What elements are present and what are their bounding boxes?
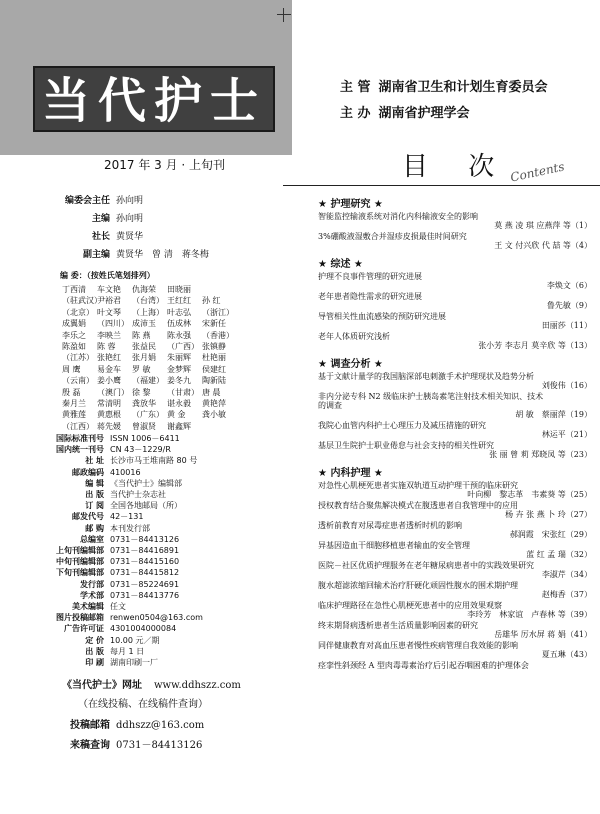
publication-row xyxy=(40,623,203,634)
publication-row xyxy=(40,545,203,556)
member-name: （广西） xyxy=(167,342,199,352)
supervisor-line xyxy=(340,76,548,95)
toc-article-title[interactable]: 基于文献计量学的我国脑深部电刺激手术护理现状及趋势分析 xyxy=(318,372,534,381)
member-name: 成沛玉 xyxy=(132,319,156,329)
member-row xyxy=(62,387,237,398)
member-row xyxy=(62,352,237,363)
member-row xyxy=(62,330,237,341)
toc-article-authors: 杨 卉 张 燕 卜 玲（27） xyxy=(505,510,592,519)
toc-article-authors: 岳雄华 厉水屏 蒋 娟（41） xyxy=(494,630,592,639)
toc-article-title[interactable]: 授权教育结合聚焦解决模式在腹透患者自我管理中的应用 xyxy=(318,501,518,510)
member-name: （福建） xyxy=(132,376,164,386)
toc-article-title[interactable]: 临床护理路径在急性心肌梗死患者中的应用效果观察 xyxy=(318,601,502,610)
journal-title: 当代护士 xyxy=(41,73,266,129)
members-heading: 编 委：（按姓氏笔划排列） xyxy=(60,271,155,280)
publication-value: 当代护士杂志社 xyxy=(110,490,166,500)
toc-article-title[interactable]: 智能监控输液系统对消化内科输液安全的影响 xyxy=(318,212,478,221)
publication-value: 《当代护士》编辑部 xyxy=(110,478,182,488)
member-name: （上海） xyxy=(132,307,164,317)
toc-article-authors: 赵梅香（37） xyxy=(541,590,592,599)
toc-section-heading: ★ 综述 ★ xyxy=(318,259,363,270)
member-name: 秦月兰 xyxy=(62,399,86,409)
publication-info xyxy=(40,433,203,668)
toc-article-authors: 夏五琳（43） xyxy=(541,650,592,659)
publication-label: 出 版 xyxy=(85,646,104,656)
publication-value: 0731－84415160 xyxy=(110,557,180,567)
publication-value: 全国各地邮局（所） xyxy=(110,501,182,511)
publication-row xyxy=(40,556,203,567)
publication-row xyxy=(40,511,203,522)
members-list xyxy=(62,284,237,432)
publication-label: 国际标准刊号 xyxy=(56,434,104,443)
member-name: 龚小敏 xyxy=(202,410,226,420)
publication-value: 湖南印刷一厂 xyxy=(110,658,158,668)
editorial-value: 孙向明 xyxy=(116,196,144,206)
website-note: （在线投稿、在线稿件查询） xyxy=(78,699,208,710)
member-name: 陈 燕 xyxy=(132,330,151,340)
toc-article-authors: 田丽莎（11） xyxy=(541,321,592,330)
publication-label: 邮政编码 xyxy=(72,467,104,477)
publication-row xyxy=(40,534,203,545)
toc-article-title[interactable]: 异基因造血干细胞移植患者输血的安全管理 xyxy=(318,541,470,550)
member-name: 谢鑫辉 xyxy=(167,421,191,431)
member-name: （广东） xyxy=(132,410,164,420)
member-name: （四川） xyxy=(97,319,129,329)
member-name: 田晓丽 xyxy=(167,285,191,294)
publication-label: 出 版 xyxy=(85,490,104,500)
toc-article-authors: 叶向柳 黎志革 韦素葵 等（25） xyxy=(467,490,592,499)
publication-label: 美术编辑 xyxy=(72,602,104,612)
member-name: 殷 磊 xyxy=(62,387,81,397)
member-name: （浙江） xyxy=(202,307,234,317)
member-name: 叶文琴 xyxy=(97,307,121,317)
member-name: 龚放华 xyxy=(132,399,156,409)
toc-article-title[interactable]: 3%硼酸液湿敷合并湿疹皮损最佳时间研究 xyxy=(318,232,467,241)
member-row xyxy=(62,375,237,386)
toc-section-heading: ★ 内科护理 ★ xyxy=(318,468,383,479)
toc-article-title[interactable]: 基层卫生院护士职业倦怠与社会支持的相关性研究 xyxy=(318,441,494,450)
toc-article-authors: 李焕文（6） xyxy=(546,281,592,290)
member-name: （江苏） xyxy=(62,353,94,363)
editorial-row xyxy=(58,231,209,243)
publication-label: 国内统一刊号 xyxy=(56,445,104,455)
toc-article-title[interactable]: 对急性心肌梗死患者实施双轨道互动护理干预的临床研究 xyxy=(318,481,518,490)
publication-value: 410016 xyxy=(110,467,141,477)
email-label: 投稿邮箱 xyxy=(70,720,110,731)
editorial-row xyxy=(58,213,209,225)
member-name: （澳门） xyxy=(97,387,129,397)
title-box xyxy=(33,66,275,132)
member-name: 宋新任 xyxy=(202,319,226,329)
member-name: 唐 晨 xyxy=(202,387,221,397)
member-name: 罗 敏 xyxy=(132,364,151,374)
publication-value: CN 43－1229/R xyxy=(110,445,171,455)
member-name: （台湾） xyxy=(132,296,164,306)
publication-label: 图片投稿邮箱 xyxy=(56,613,104,623)
member-name: 黄艳萍 xyxy=(202,399,226,409)
publication-row xyxy=(40,601,203,612)
sponsor-value: 湖南省护理学会 xyxy=(378,106,470,121)
member-name: 尹裕君 xyxy=(97,296,121,306)
member-row xyxy=(62,307,237,318)
member-name: 成翼娟 xyxy=(62,319,86,329)
toc-article-authors: 莫 燕 凌 琪 应燕萍 等（1） xyxy=(494,221,592,230)
member-name: 陶新陆 xyxy=(202,376,226,386)
member-name: （北京） xyxy=(62,307,94,317)
member-name: （香港） xyxy=(202,330,234,340)
member-name: 黄惠根 xyxy=(97,410,121,420)
publication-row xyxy=(40,579,203,590)
editorial-row xyxy=(58,195,209,207)
member-name: 侯建红 xyxy=(202,364,226,374)
toc-article-authors: 蓝 红 孟 瑞（32） xyxy=(526,550,592,559)
member-name: 张益民 xyxy=(132,342,156,352)
toc-article-title[interactable]: 老年人体质研究浅析 xyxy=(318,332,390,341)
publication-value: 任文 xyxy=(110,602,126,612)
contents-heading: 目 次 xyxy=(402,152,511,182)
email-row xyxy=(40,718,204,733)
publication-row xyxy=(40,635,203,646)
publication-row xyxy=(40,590,203,601)
publication-label: 定 价 xyxy=(85,635,104,645)
publication-label: 上旬刊编辑部 xyxy=(56,546,104,556)
member-name: 李映兰 xyxy=(97,330,121,340)
contents-word: Contents xyxy=(509,159,566,185)
email-value[interactable]: ddhszz@163.com xyxy=(116,720,205,731)
member-row xyxy=(62,284,237,295)
member-row xyxy=(62,409,237,420)
member-name: 姜冬九 xyxy=(167,376,191,386)
member-name: 金梦辉 xyxy=(167,364,191,374)
publication-label: 学术部 xyxy=(80,590,104,600)
toc-article-title[interactable]: 非内分泌专科 N2 级临床护士胰岛素笔注射技术相关知识、技术 xyxy=(318,392,544,401)
editorial-value: 黄贤华 曾 清 蒋冬梅 xyxy=(116,250,209,260)
publication-value: renwen0504@163.com xyxy=(110,613,203,623)
website-url[interactable]: www.ddhszz.com xyxy=(154,680,241,691)
editorial-row xyxy=(58,249,209,261)
member-name: 陈永强 xyxy=(167,330,191,340)
publication-label: 邮 购 xyxy=(85,523,104,533)
member-row xyxy=(62,318,237,329)
member-name: 蒋先媛 xyxy=(97,421,121,431)
publication-label: 印 刷 xyxy=(85,658,104,668)
toc-article-authors: 张 丽 曾 莉 郑晓凤 等（23） xyxy=(489,450,592,459)
publication-label: 中旬刊编辑部 xyxy=(56,557,104,567)
publication-label: 发行部 xyxy=(80,579,104,589)
member-row xyxy=(62,364,237,375)
member-name: 孙 红 xyxy=(202,296,221,306)
member-name: （甘肃） xyxy=(167,387,199,397)
member-name: 张月娟 xyxy=(132,353,156,363)
publication-row xyxy=(40,657,203,668)
member-name: 杜艳丽 xyxy=(202,353,226,363)
toc-article-title[interactable]: 透析前教育对尿毒症患者透析时机的影响 xyxy=(318,521,462,530)
publication-row xyxy=(40,567,203,578)
member-name: 谌永毅 xyxy=(167,399,191,409)
phone-label: 来稿查询 xyxy=(70,740,110,751)
website-label: 《当代护士》网址 xyxy=(62,680,142,691)
publication-label: 邮发代号 xyxy=(72,512,104,522)
member-name: （云南） xyxy=(62,376,94,386)
member-name: 张镇静 xyxy=(202,342,226,352)
supervisor-value: 湖南省卫生和计划生育委员会 xyxy=(378,80,548,95)
publication-row xyxy=(40,523,203,534)
editorial-value: 孙向明 xyxy=(116,214,144,224)
editorial-label: 社长 xyxy=(91,232,110,242)
member-name: 徐 黎 xyxy=(132,387,151,397)
publication-value: 4301004000084 xyxy=(110,624,177,634)
supervisor-label: 主 管 xyxy=(340,80,371,95)
member-name: （驻武汉） xyxy=(62,296,102,306)
publication-value: 0731－84413776 xyxy=(110,590,180,600)
publication-row xyxy=(40,467,203,478)
publication-value: 长沙市马王堆南路 80 号 xyxy=(110,456,198,466)
table-of-contents xyxy=(318,192,592,670)
member-name: 周 鹰 xyxy=(62,364,81,374)
member-name: 李乐之 xyxy=(62,330,86,340)
toc-article-authors: 胡 敏 蔡丽萍（19） xyxy=(515,410,592,419)
publication-label: 总编室 xyxy=(80,534,104,544)
publication-row xyxy=(40,646,203,657)
member-row xyxy=(62,341,237,352)
toc-article-authors: 张小芳 李志月 莫辛欣 等（13） xyxy=(478,341,592,350)
member-name: 黄雅莲 xyxy=(62,410,86,420)
toc-article-authors: 王 文 付兴欣 代 喆 等（4） xyxy=(494,241,592,250)
member-name: 朱丽辉 xyxy=(167,353,191,363)
toc-article-authors: 鲁先敏（9） xyxy=(546,301,592,310)
member-name: 伍成林 xyxy=(167,319,191,329)
publication-row xyxy=(40,433,203,444)
issue-date: 2017 年 3 月 · 上旬刊 xyxy=(104,158,226,172)
editorial-value: 黄贤华 xyxy=(116,232,144,242)
toc-article-title[interactable]: 终末期肾病透析患者生活质量影响因素的研究 xyxy=(318,621,478,630)
publication-value: ISSN 1006－6411 xyxy=(110,434,180,443)
editorial-board xyxy=(58,195,209,261)
toc-section-heading: ★ 护理研究 ★ xyxy=(318,199,383,210)
publication-row xyxy=(40,489,203,500)
publication-value: 0731－84415812 xyxy=(110,568,180,578)
publication-label: 下旬刊编辑部 xyxy=(56,568,104,578)
member-name: （江西） xyxy=(62,421,94,431)
publication-label: 编 辑 xyxy=(85,478,104,488)
website-row xyxy=(62,678,241,693)
editorial-label: 编委会主任 xyxy=(64,196,110,206)
publication-row xyxy=(40,444,203,455)
member-name: 王红红 xyxy=(167,296,191,306)
member-name: 陈 蓉 xyxy=(97,342,116,352)
member-row xyxy=(62,398,237,409)
member-name: 姜小鹰 xyxy=(97,376,121,386)
publication-value: 0731－84413126 xyxy=(110,534,180,544)
toc-section-heading: ★ 调查分析 ★ xyxy=(318,359,383,370)
member-name: 仇海荣 xyxy=(132,285,156,294)
sponsor-label: 主 办 xyxy=(340,106,371,121)
crop-mark-icon xyxy=(277,8,291,22)
sponsor-line xyxy=(340,102,470,121)
publication-value: 0731－85224691 xyxy=(110,579,180,589)
toc-article-title[interactable]: 同伴健康教育对高血压患者慢性疾病管理自我效能的影响 xyxy=(318,641,518,650)
member-name: 陈盈如 xyxy=(62,342,86,352)
member-row xyxy=(62,421,237,432)
publication-label: 广告许可证 xyxy=(64,624,104,634)
toc-article-title[interactable]: 老年患者隐性需求的研究进展 xyxy=(318,292,422,301)
toc-article-authors: 郝润霞 宋张红（29） xyxy=(509,530,592,539)
phone-row xyxy=(40,738,202,753)
publication-value: 每月 1 日 xyxy=(110,646,145,656)
publication-row xyxy=(40,478,203,489)
publication-row xyxy=(40,500,203,511)
publication-label: 订 阅 xyxy=(85,501,104,511)
publication-value: 10.00 元／期 xyxy=(110,635,160,645)
publication-label: 社 址 xyxy=(85,456,104,466)
member-name: 常清明 xyxy=(97,399,121,409)
toc-article-authors: 李淑芹（34） xyxy=(541,570,592,579)
toc-article-title[interactable]: 的调查 xyxy=(318,401,342,410)
member-name: 车文艳 xyxy=(97,285,121,294)
toc-article-authors: 刘俊伟（16） xyxy=(541,381,592,390)
phone-value: 0731－84413126 xyxy=(116,740,203,751)
toc-article-title[interactable]: 我院心血管内科护士心理压力及减压措施的研究 xyxy=(318,421,486,430)
member-name: 曾淑贤 xyxy=(132,421,156,431)
divider xyxy=(283,185,600,186)
publication-row xyxy=(40,455,203,466)
member-name: 易金车 xyxy=(97,364,121,374)
publication-value: 42－131 xyxy=(110,512,144,522)
toc-article-title[interactable]: 护理不良事件管理的研究进展 xyxy=(318,272,422,281)
publication-value: 本刊发行部 xyxy=(110,523,150,533)
toc-article-title[interactable]: 痉挛性斜颈经 A 型肉毒毒素治疗后引起吞咽困难的护理体会 xyxy=(318,661,529,670)
editorial-label: 副主编 xyxy=(82,250,110,260)
toc-article-title[interactable]: 医院－社区优质护理服务在老年糖尿病患者中的实践效果研究 xyxy=(318,561,534,570)
editorial-label: 主编 xyxy=(91,214,110,224)
member-name: 张艳红 xyxy=(97,353,121,363)
publication-row xyxy=(40,612,203,623)
member-name: 丁西清 xyxy=(62,285,86,294)
toc-article-title[interactable]: 腹水超滤浓缩回输术治疗肝硬化顽固性腹水的围术期护理 xyxy=(318,581,518,590)
toc-article-authors: 林运平（21） xyxy=(541,430,592,439)
member-row xyxy=(62,295,237,306)
toc-article-authors: 李玲芳 林家谊 卢春林 等（39） xyxy=(467,610,592,619)
toc-article-title[interactable]: 导管相关性血流感染的预防研究进展 xyxy=(318,312,446,321)
member-name: 叶志弘 xyxy=(167,307,191,317)
member-name: 黄 金 xyxy=(167,410,186,420)
publication-value: 0731－84416891 xyxy=(110,546,180,556)
